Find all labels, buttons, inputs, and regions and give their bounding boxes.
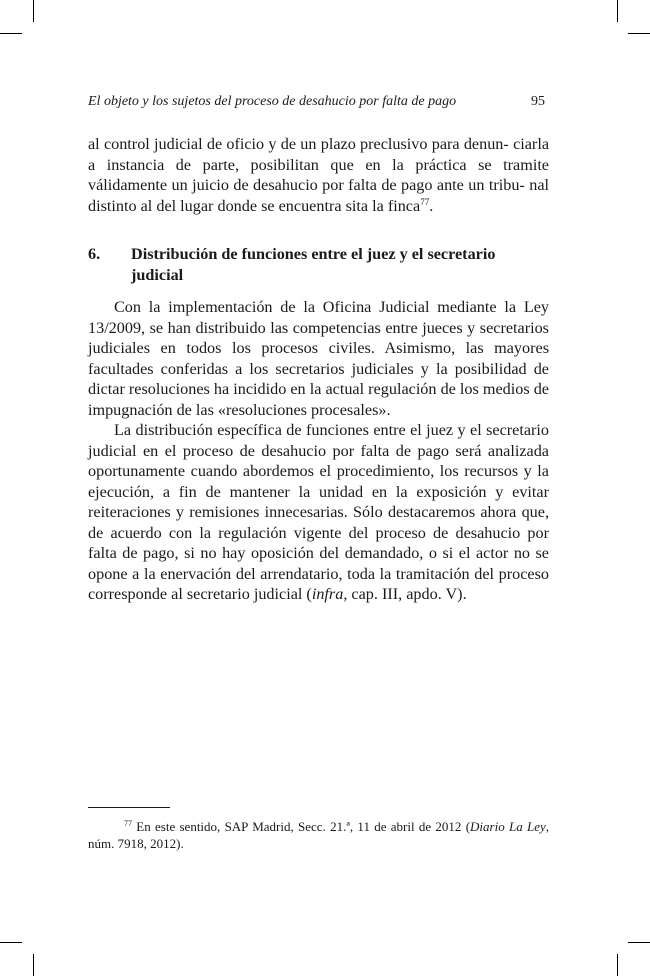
- footnote-text-end: , núm. 7918, 2012).: [88, 819, 550, 851]
- crop-mark: [628, 33, 650, 34]
- running-head: [88, 94, 548, 110]
- crop-mark: [628, 942, 650, 943]
- footnote: [88, 818, 549, 852]
- paragraph-line: al control judicial de oficio y de un plazo preclusivo para denun-: [88, 135, 509, 153]
- paragraph-continued: [88, 134, 549, 216]
- paragraph-end: .: [429, 196, 434, 215]
- crop-mark: [33, 0, 34, 22]
- paragraph-line: ciarla a instancia de parte, posibilitan que en la práctica se tramite: [88, 135, 550, 174]
- crop-mark: [617, 954, 618, 976]
- section-heading: [88, 244, 549, 285]
- paragraph: [88, 420, 549, 605]
- crop-mark: [617, 0, 618, 22]
- paragraph: Con la implementación de la Oficina Judicial mediante la Ley 13/2009, se han distribuido las competencias entre jueces y secretarios judiciales en todos los procesos civiles. Asimismo, las mayores facultades conferidas a los secretarios judiciales y la posibilidad de dictar resoluciones ha incidido en la actual regulación de los medios de impugnación de las «resoluciones procesales».: [88, 298, 549, 419]
- paragraph-text-end: , cap. III, apdo. V).: [343, 585, 467, 603]
- crop-mark: [0, 33, 22, 34]
- footnote-text: En este sentido, SAP Madrid, Secc. 21.ª, 11 de abril de 2012 (: [136, 819, 471, 834]
- running-head-title: El objeto y los sujetos del proceso de desahucio por falta de pago: [88, 94, 457, 109]
- paragraph-line: nal distinto al del lugar donde se encuentra sita la finca: [88, 176, 549, 215]
- footnote-separator: [88, 807, 170, 808]
- section-number: 6.: [88, 245, 101, 263]
- page-number: 95: [531, 94, 545, 109]
- section-title: Distribución de funciones entre el juez y el secretario judicial: [131, 245, 496, 284]
- paragraph-text: La distribución específica de funciones entre el juez y el secretario judicial en el proceso de desahucio por falta de pago será analizada oportunamente cuando abordemos el procedimiento, los recursos y la ejecución, a fin de mantener la unidad en la exposición y evitar reiteraciones y remisiones innecesarias. Sólo destacaremos ahora que, de acuerdo con la regulación vigente del proceso de desahucio por falta de pago, si no hay oposición del demandado, o si el actor no se opone a la enervación del arrendatario, toda la tramitación del proceso corresponde al secretario judicial (: [88, 421, 549, 603]
- footnote-marker: 77: [124, 819, 132, 828]
- footnote-italic: Diario La Ley: [470, 819, 546, 834]
- footnote-reference[interactable]: 77: [420, 196, 430, 207]
- crop-mark: [0, 942, 22, 943]
- paragraph-line: válidamente un juicio de desahucio por falta de pago ante un tribu-: [88, 176, 525, 194]
- crop-mark: [33, 954, 34, 976]
- body-text: [88, 297, 549, 605]
- paragraph-italic: infra: [311, 585, 344, 603]
